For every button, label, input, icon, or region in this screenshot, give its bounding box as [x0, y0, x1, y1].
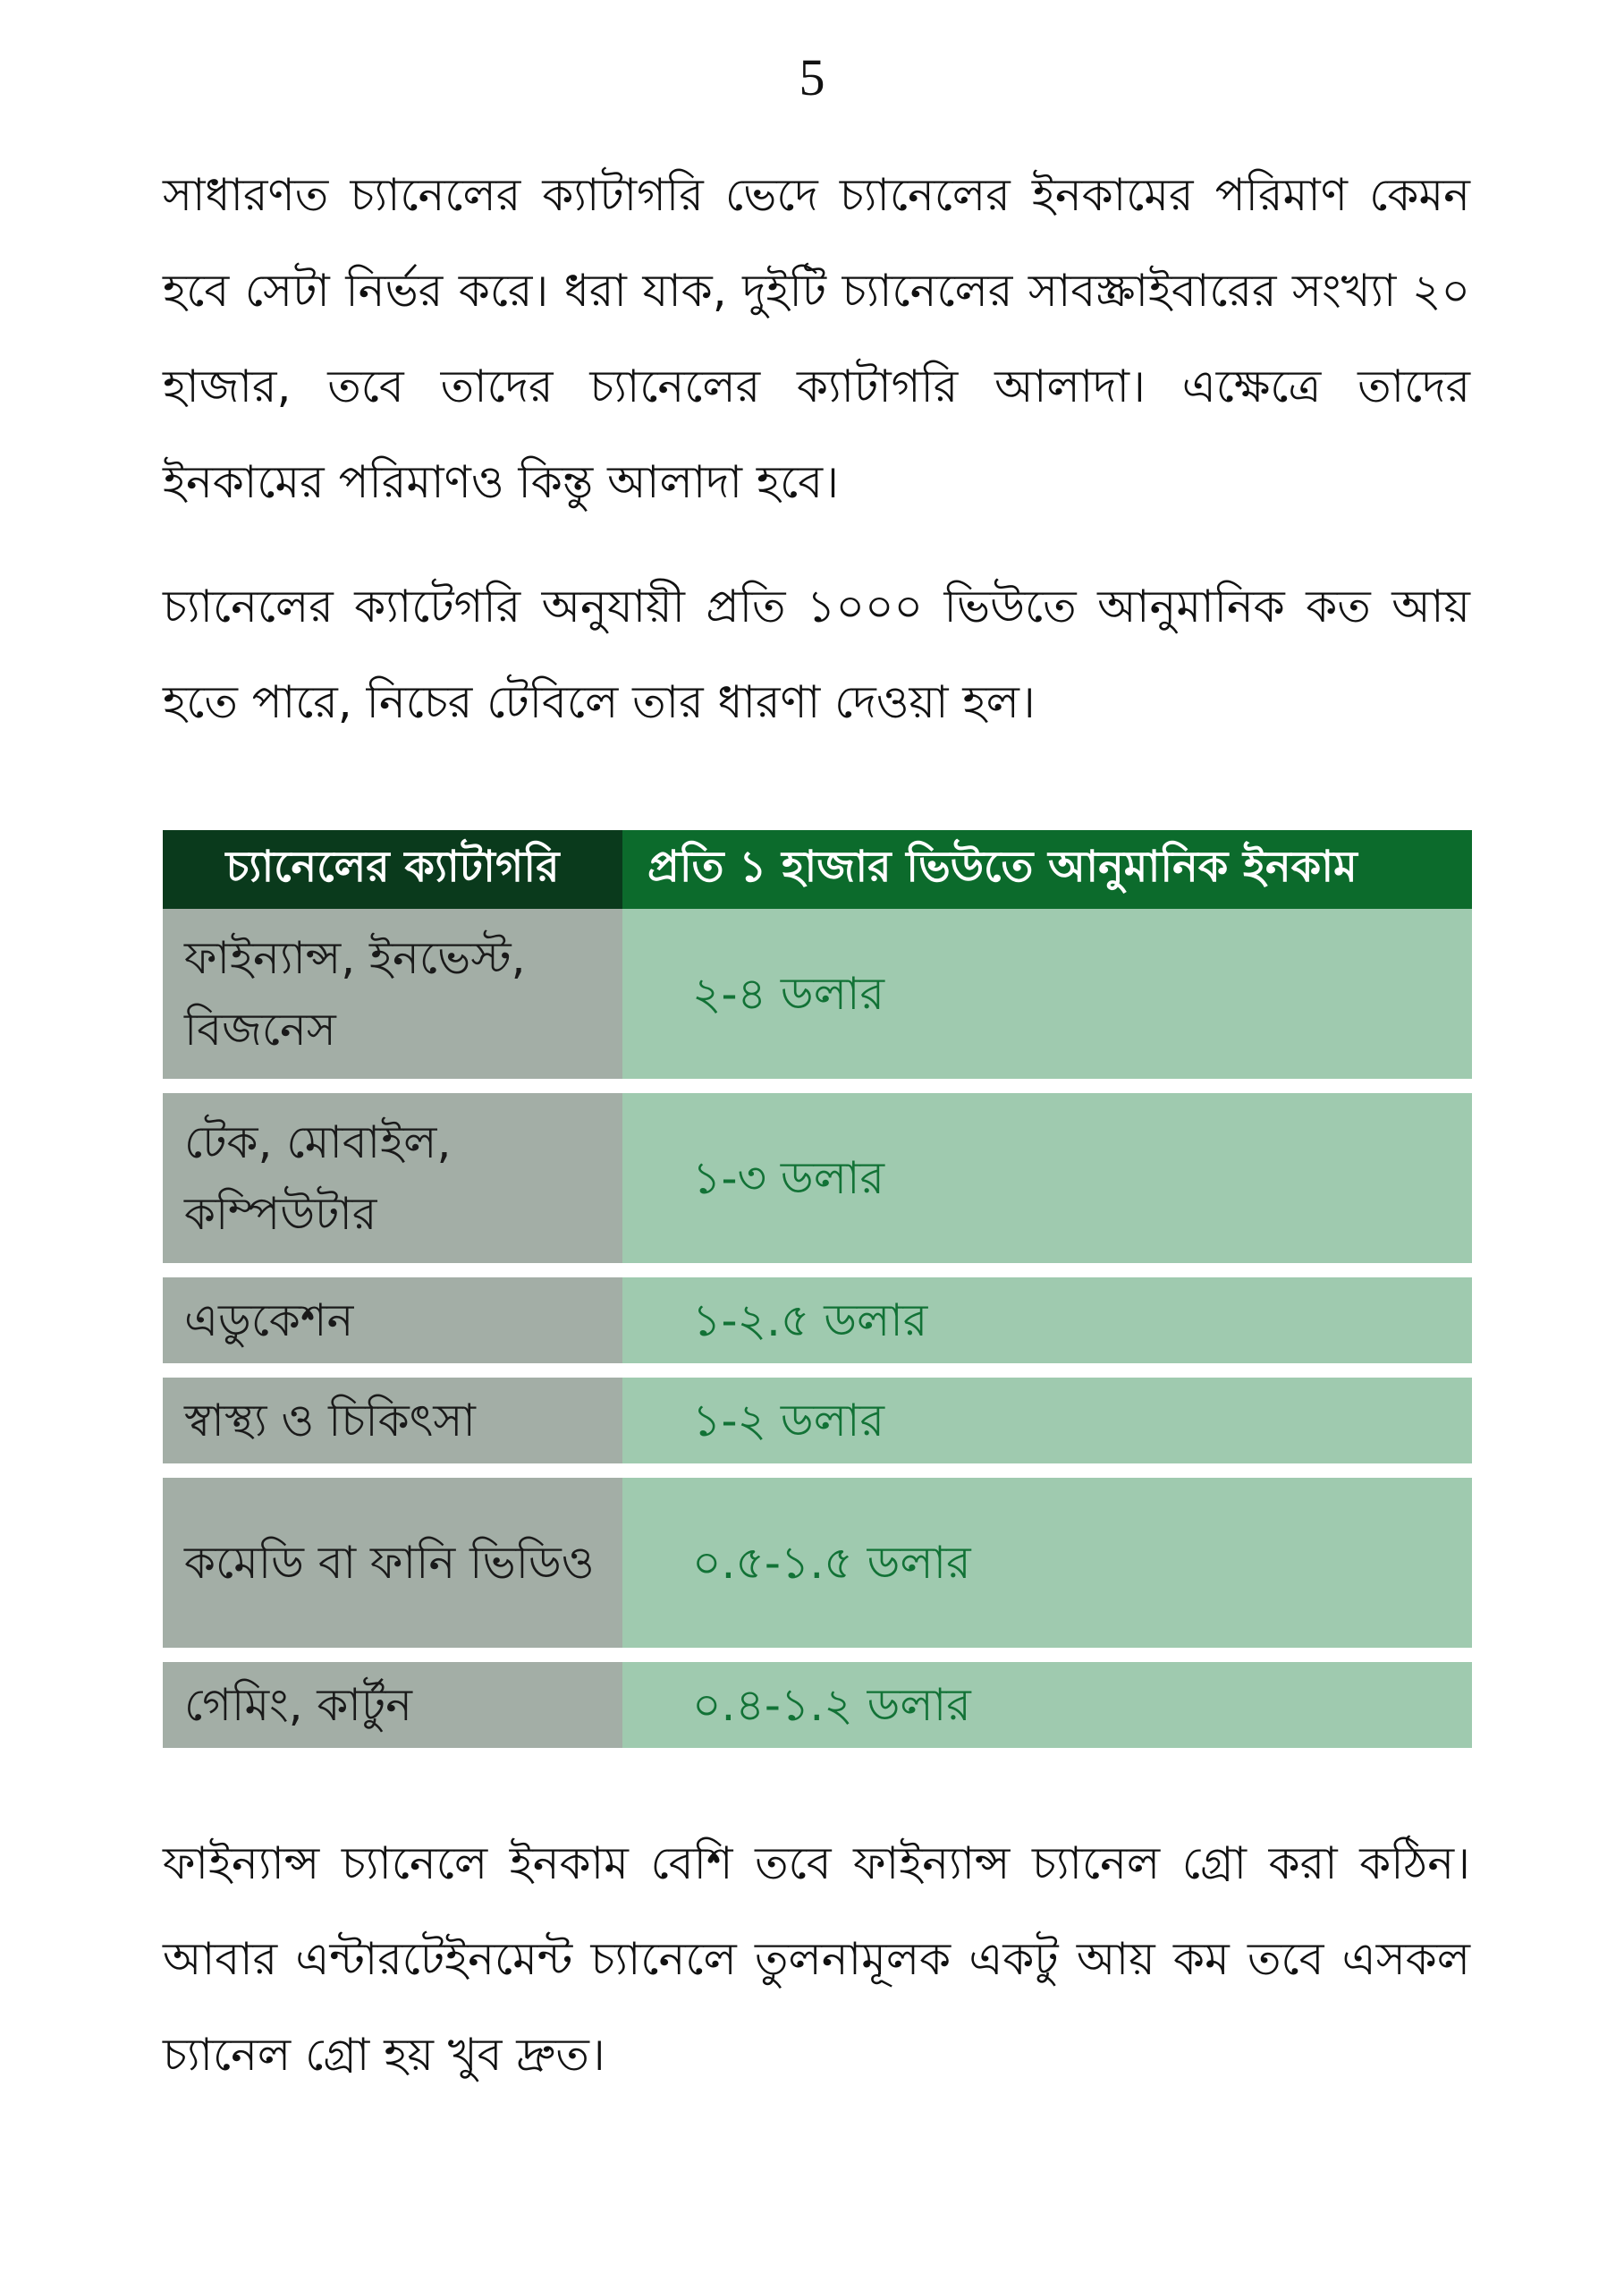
- table-intro-paragraph: চ্যানেলের ক্যাটেগরি অনুযায়ী প্রতি ১০০০ ভিউতে আনুমানিক কত আয় হতে পারে, নিচের টেবিলে তার ধারণা দেওয়া হল।: [163, 581, 1470, 728]
- income-cell: ১-২ ডলার: [622, 1378, 1472, 1463]
- table-row: [163, 909, 1472, 1079]
- category-cell: কমেডি বা ফানি ভিডিও: [163, 1478, 622, 1648]
- category-cell: এডুকেশন: [163, 1277, 622, 1363]
- table-row: [163, 1378, 1472, 1463]
- category-cell: ফাইন্যান্স, ইনভেস্ট, বিজনেস: [163, 909, 622, 1079]
- conclusion-paragraph: ফাইন্যান্স চ্যানেলে ইনকাম বেশি তবে ফাইন্যান্স চ্যানেল গ্রো করা কঠিন। আবার এন্টারটেইনমেন্ট চ্যানেলে তুলনামূলক একটু আয় কম তবে এসকল চ্যানেল গ্রো হয় খুব দ্রুত।: [163, 1837, 1470, 2081]
- income-cell: ০.৫-১.৫ ডলার: [622, 1478, 1472, 1648]
- income-table: [163, 830, 1472, 1748]
- table-row: [163, 1662, 1472, 1748]
- income-cell: ০.৪-১.২ ডলার: [622, 1662, 1472, 1748]
- header-income: প্রতি ১ হাজার ভিউতে আনুমানিক ইনকাম: [622, 830, 1472, 909]
- page-number: 5: [799, 48, 825, 106]
- header-category: চ্যানেলের ক্যাটাগরি: [163, 830, 622, 909]
- income-cell: ১-৩ ডলার: [622, 1093, 1472, 1263]
- table-header: [163, 830, 1472, 909]
- table-row: [163, 1478, 1472, 1648]
- table-row: [163, 1277, 1472, 1363]
- intro-paragraph: সাধারণত চ্যানেলের ক্যাটাগরি ভেদে চ্যানেলের ইনকামের পরিমাণ কেমন হবে সেটা নির্ভর করে। ধরা যাক, দুইটি চ্যানেলের সাবস্ক্রাইবারের সংখ্যা ২০ হাজার, তবে তাদের চ্যানেলের ক্যাটাগরি আলাদা। এক্ষেত্রে তাদের ইনকামের পরিমাণও কিন্তু আলাদা হবে।: [163, 169, 1470, 508]
- income-cell: ১-২.৫ ডলার: [622, 1277, 1472, 1363]
- category-cell: গেমিং, কার্টুন: [163, 1662, 622, 1748]
- table-row: [163, 1093, 1472, 1263]
- income-cell: ২-৪ ডলার: [622, 909, 1472, 1079]
- category-cell: টেক, মোবাইল, কম্পিউটার: [163, 1093, 622, 1263]
- category-cell: স্বাস্থ্য ও চিকিৎসা: [163, 1378, 622, 1463]
